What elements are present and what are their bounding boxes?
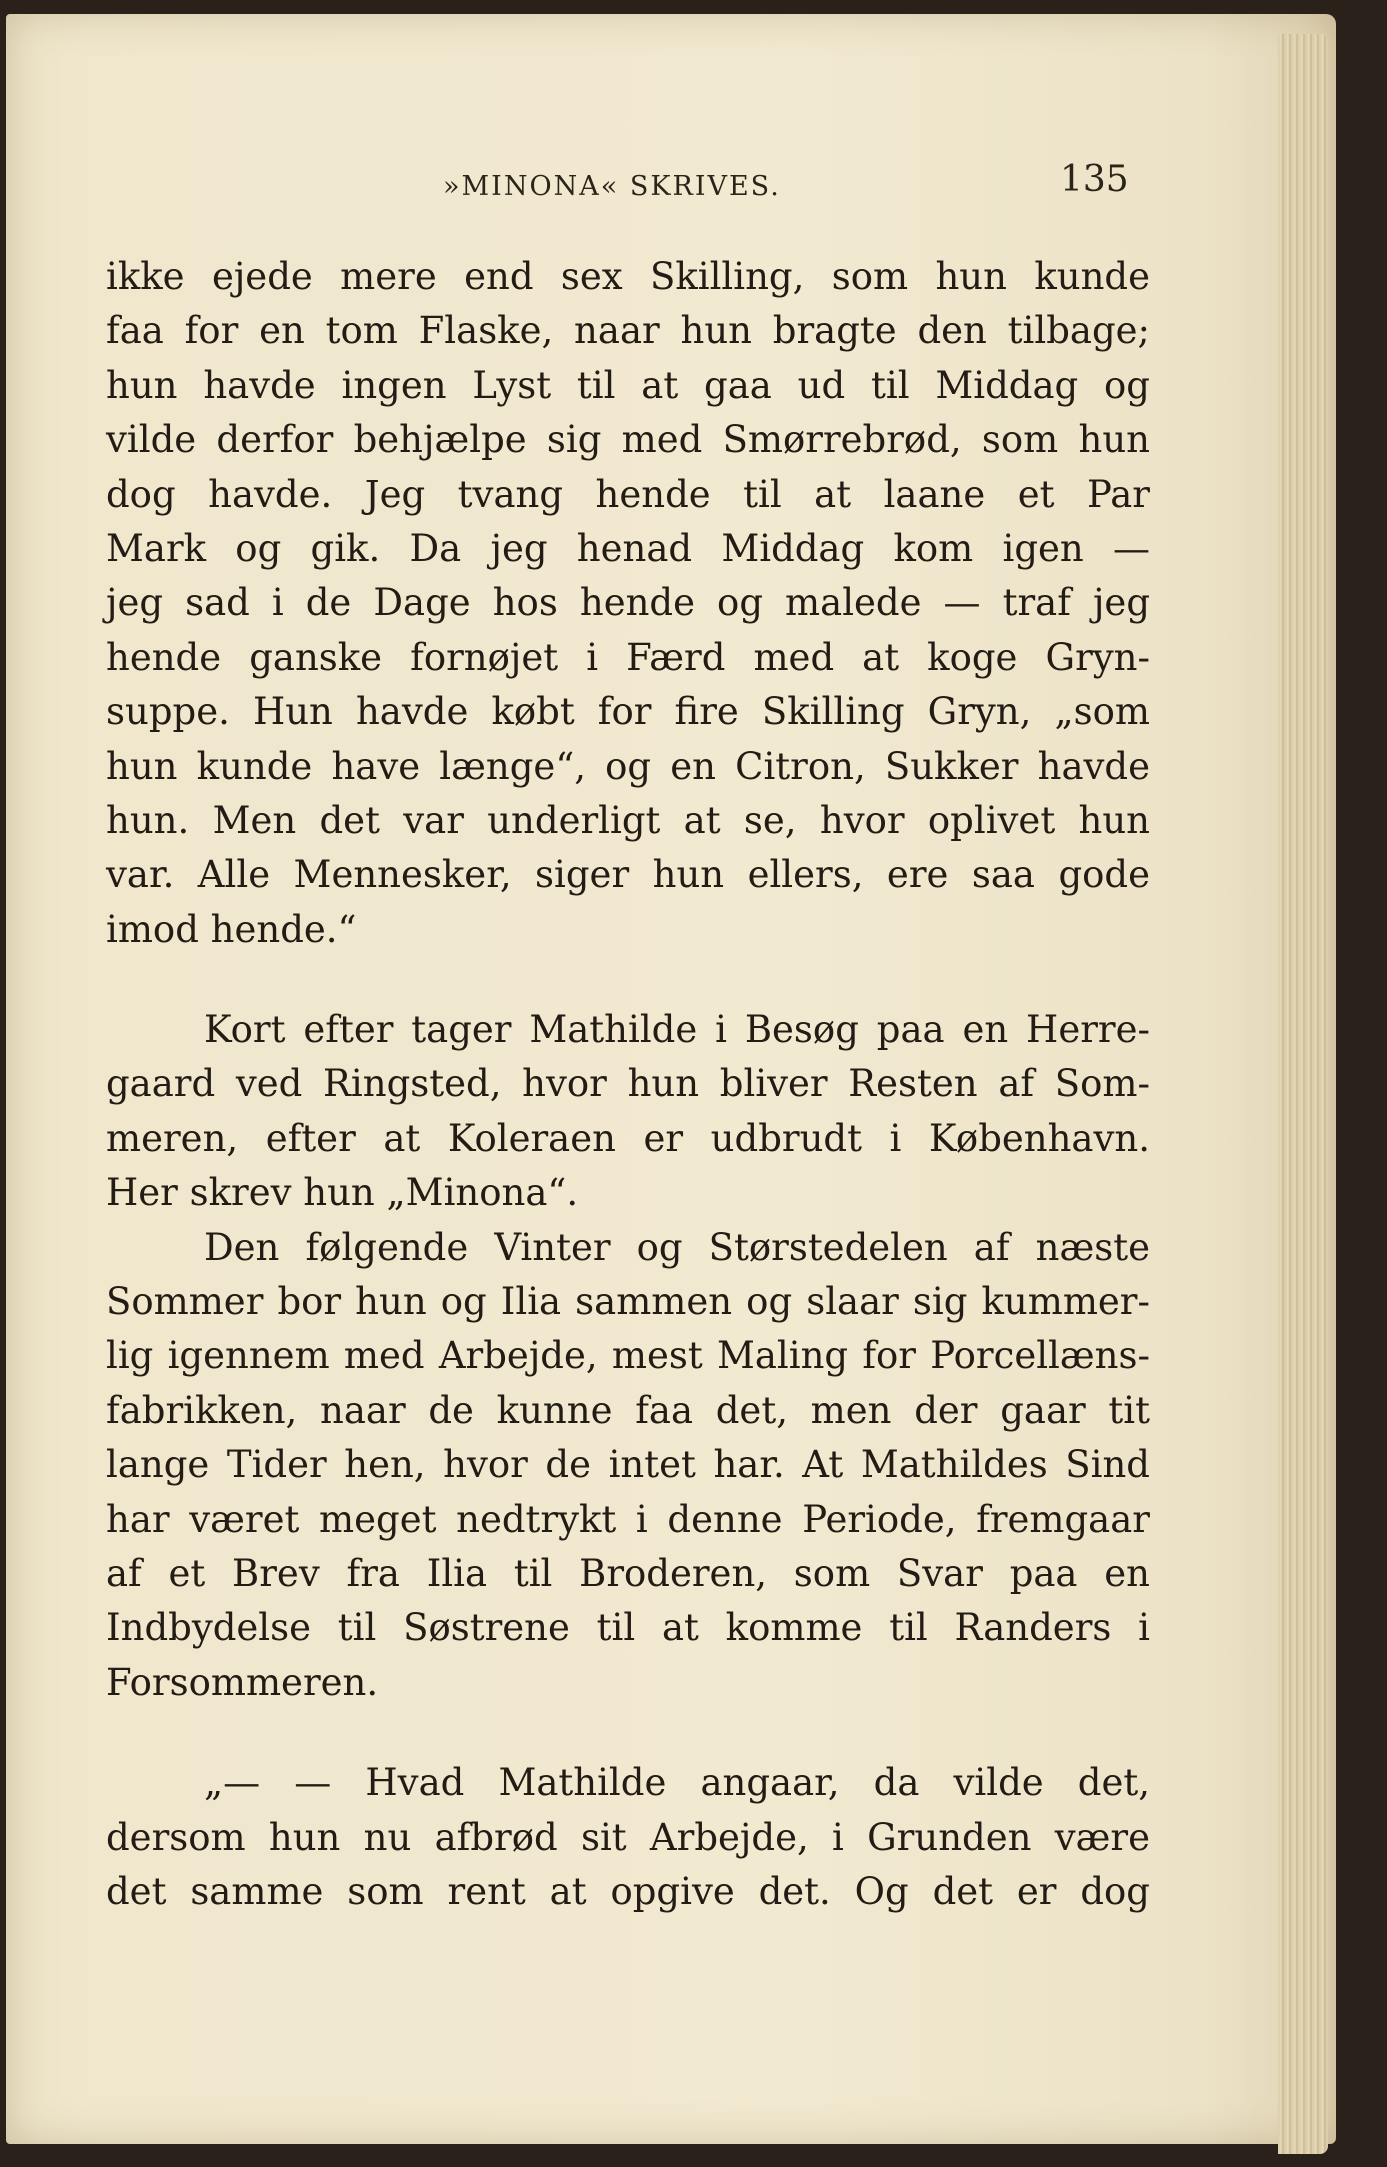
text-line: „— — Hvad Mathilde angaar, da vilde det, (204, 1761, 1150, 1805)
paragraph-gap (106, 957, 1150, 1003)
page-header (6, 159, 1336, 209)
text-line: Indbydelse til Søstrene til at komme til Randers i (106, 1606, 1150, 1650)
text-line: ikke ejede mere end sex Skilling, som hun kunde (106, 255, 1150, 298)
text-line: var. Alle Mennesker, siger hun ellers, ere saa gode (106, 853, 1150, 897)
text-line: dersom hun nu afbrød sit Arbejde, i Grunden være (106, 1815, 1150, 1859)
text-line: hun. Men det var underligt at se, hvor oplivet hun (106, 798, 1150, 842)
text-line: hende ganske fornøjet i Færd med at koge Gryn- (106, 635, 1150, 679)
text-line: gaard ved Ringsted, hvor hun bliver Resten af Som- (106, 1062, 1150, 1106)
text-line: Den følgende Vinter og Størstedelen af næste (204, 1225, 1150, 1269)
paragraph-1 (106, 250, 1150, 957)
text-line: Sommer bor hun og Ilia sammen og slaar sig kummer- (106, 1280, 1150, 1324)
text-line: jeg sad i de Dage hos hende og malede — traf jeg (106, 581, 1150, 625)
text-line: lig igennem med Arbejde, mest Maling for Porcellæns- (106, 1334, 1150, 1378)
text-line: Kort efter tager Mathilde i Besøg paa en Herre- (204, 1008, 1150, 1052)
text-line: det samme som rent at opgive det. Og det er dog (106, 1869, 1150, 1913)
text-line: Forsommeren. (106, 1660, 379, 1704)
running-head: »MINONA« SKRIVES. (443, 171, 781, 202)
text-line: hun kunde have længe“, og en Citron, Sukker havde (106, 744, 1150, 788)
text-line: meren, efter at Koleraen er udbrudt i København. (106, 1116, 1150, 1160)
text-line: faa for en tom Flaske, naar hun bragte den tilbage; (106, 309, 1150, 353)
text-line: imod hende.“ (106, 907, 357, 951)
text-line: lange Tider hen, hvor de intet har. At Mathildes Sind (106, 1443, 1150, 1487)
paragraph-4 (106, 1756, 1150, 1919)
body-text (106, 250, 1150, 1919)
page-edges (1278, 34, 1328, 2154)
paragraph-2 (106, 1003, 1150, 1221)
book-page (6, 14, 1336, 2144)
page-number: 135 (1060, 159, 1129, 200)
text-line: fabrikken, naar de kunne faa det, men der gaar tit (106, 1388, 1150, 1432)
text-line: har været meget nedtrykt i denne Periode, fremgaar (106, 1497, 1150, 1541)
text-line: dog havde. Jeg tvang hende til at laane et Par (106, 472, 1150, 516)
text-line: suppe. Hun havde købt for fire Skilling Gryn, „som (106, 690, 1150, 734)
text-line: Mark og gik. Da jeg henad Middag kom igen — (106, 526, 1150, 570)
text-line: hun havde ingen Lyst til at gaa ud til Middag og (106, 363, 1150, 407)
text-line: af et Brev fra Ilia til Broderen, som Svar paa en (106, 1551, 1150, 1595)
paragraph-3 (106, 1221, 1150, 1711)
text-line: Her skrev hun „Minona“. (106, 1171, 579, 1215)
paragraph-gap (106, 1710, 1150, 1756)
text-line: vilde derfor behjælpe sig med Smørrebrød, som hun (106, 418, 1150, 462)
